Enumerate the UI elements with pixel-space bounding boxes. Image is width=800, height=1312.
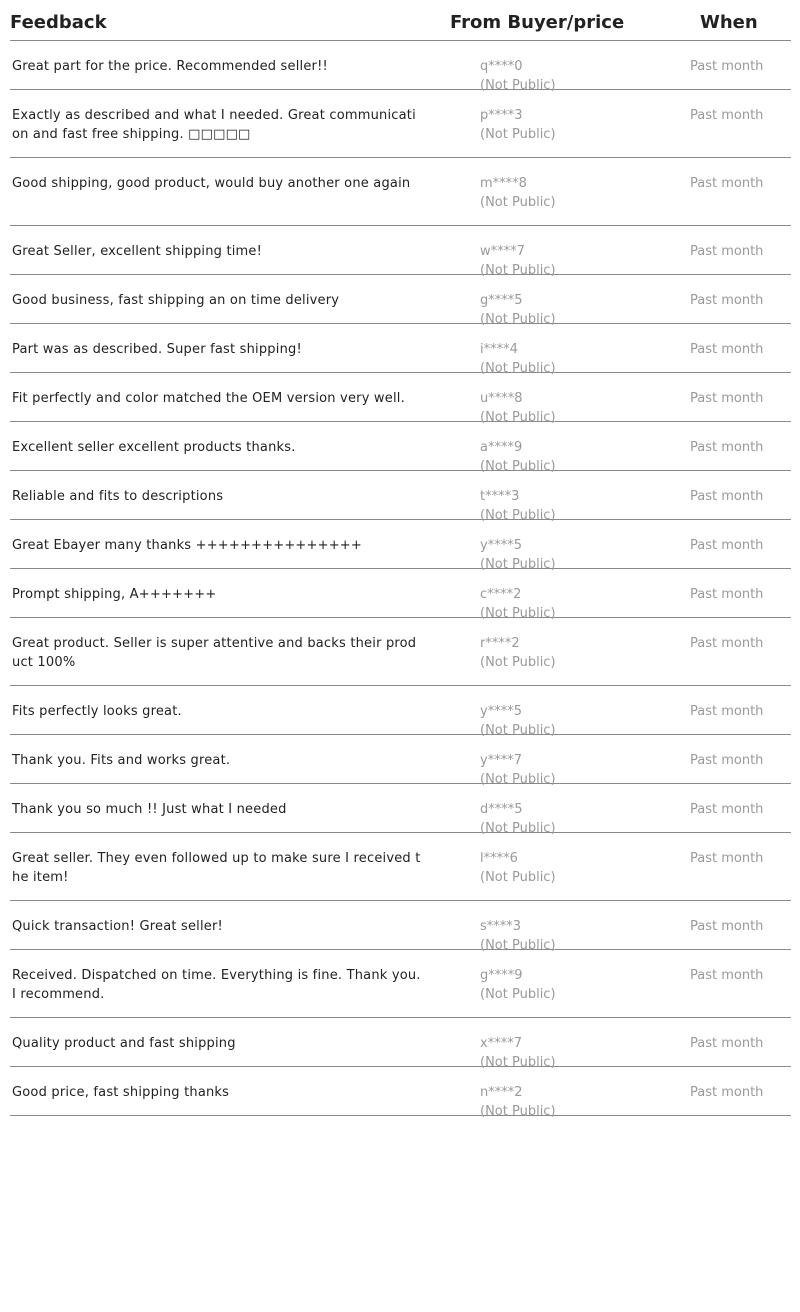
- buyer-price-visibility: (Not Public): [480, 557, 556, 572]
- buyer-info: [480, 634, 556, 672]
- feedback-comment: Good price, fast shipping thanks: [12, 1085, 230, 1100]
- table-row: [10, 324, 791, 376]
- feedback-comment: Prompt shipping, A+++++++: [12, 587, 217, 602]
- table-row: [10, 950, 791, 1018]
- buyer-id: l****6: [480, 851, 518, 866]
- buyer-info: [480, 1083, 556, 1121]
- table-row: [10, 226, 791, 278]
- buyer-price-visibility: (Not Public): [480, 361, 556, 376]
- feedback-comment: Thank you so much !! Just what I needed: [12, 802, 287, 817]
- table-row: [10, 686, 791, 738]
- feedback-when: Past month: [690, 704, 764, 719]
- feedback-comment: Received. Dispatched on time. Everything is fine. Thank you. I recommend.: [12, 968, 421, 1002]
- buyer-price-visibility: (Not Public): [480, 606, 556, 621]
- buyer-price-visibility: (Not Public): [480, 870, 556, 885]
- buyer-id: s****3: [480, 919, 522, 934]
- feedback-when: Past month: [690, 802, 764, 817]
- buyer-price-visibility: (Not Public): [480, 127, 556, 142]
- buyer-info: [480, 849, 556, 887]
- feedback-when: Past month: [690, 968, 764, 983]
- buyer-price-visibility: (Not Public): [480, 772, 556, 787]
- table-row: [10, 90, 791, 158]
- buyer-id: r****2: [480, 636, 520, 651]
- buyer-info: [480, 966, 556, 1004]
- feedback-when: Past month: [690, 176, 764, 191]
- buyer-info: [480, 106, 556, 144]
- feedback-when: Past month: [690, 851, 764, 866]
- table-row: [10, 784, 791, 836]
- feedback-when: Past month: [690, 108, 764, 123]
- feedback-when: Past month: [690, 636, 764, 651]
- feedback-comment: Thank you. Fits and works great.: [12, 753, 231, 768]
- buyer-price-visibility: (Not Public): [480, 655, 556, 670]
- buyer-price-visibility: (Not Public): [480, 938, 556, 953]
- buyer-price-visibility: (Not Public): [480, 195, 556, 210]
- feedback-comment: Great part for the price. Recommended seller!!: [12, 59, 328, 74]
- feedback-when: Past month: [690, 919, 764, 934]
- feedback-when: Past month: [690, 293, 764, 308]
- buyer-id: x****7: [480, 1036, 522, 1051]
- buyer-price-visibility: (Not Public): [480, 459, 556, 474]
- feedback-comment: Good shipping, good product, would buy another one again: [12, 176, 411, 191]
- buyer-id: g****9: [480, 968, 523, 983]
- feedback-when: Past month: [690, 489, 764, 504]
- feedback-when: Past month: [690, 538, 764, 553]
- buyer-price-visibility: (Not Public): [480, 987, 556, 1002]
- table-row: [10, 901, 791, 953]
- feedback-comment: Fits perfectly looks great.: [12, 704, 182, 719]
- buyer-id: t****3: [480, 489, 520, 504]
- feedback-comment: Fit perfectly and color matched the OEM version very well.: [12, 391, 405, 406]
- feedback-comment: Quality product and fast shipping: [12, 1036, 236, 1051]
- buyer-id: p****3: [480, 108, 523, 123]
- feedback-when: Past month: [690, 753, 764, 768]
- buyer-price-visibility: (Not Public): [480, 508, 556, 523]
- buyer-price-visibility: (Not Public): [480, 1104, 556, 1119]
- buyer-id: n****2: [480, 1085, 523, 1100]
- buyer-price-visibility: (Not Public): [480, 821, 556, 836]
- feedback-comment: Quick transaction! Great seller!: [12, 919, 223, 934]
- buyer-id: y****5: [480, 704, 522, 719]
- feedback-comment: Great product. Seller is super attentive and backs their product 100%: [12, 636, 417, 670]
- header-when: When: [700, 12, 758, 33]
- table-row: [10, 422, 791, 474]
- header-feedback: Feedback: [10, 12, 107, 33]
- buyer-info: [480, 174, 556, 212]
- table-row: [10, 618, 791, 686]
- table-row: [10, 158, 791, 226]
- feedback-comment: Reliable and fits to descriptions: [12, 489, 224, 504]
- feedback-comment: Good business, fast shipping an on time delivery: [12, 293, 340, 308]
- buyer-price-visibility: (Not Public): [480, 263, 556, 278]
- feedback-comment: Excellent seller excellent products thanks.: [12, 440, 296, 455]
- buyer-id: y****7: [480, 753, 522, 768]
- table-row: [10, 471, 791, 523]
- table-row: [10, 569, 791, 621]
- buyer-id: g****5: [480, 293, 523, 308]
- feedback-when: Past month: [690, 440, 764, 455]
- table-row: [10, 520, 791, 572]
- feedback-when: Past month: [690, 244, 764, 259]
- buyer-id: u****8: [480, 391, 523, 406]
- buyer-price-visibility: (Not Public): [480, 1055, 556, 1070]
- buyer-id: i****4: [480, 342, 518, 357]
- buyer-price-visibility: (Not Public): [480, 410, 556, 425]
- feedback-table: [10, 0, 791, 1119]
- header-from-buyer-price: From Buyer/price: [450, 12, 625, 33]
- table-row: [10, 833, 791, 901]
- feedback-comment: Part was as described. Super fast shipping!: [12, 342, 302, 357]
- buyer-id: m****8: [480, 176, 527, 191]
- table-row: [10, 735, 791, 787]
- feedback-when: Past month: [690, 59, 764, 74]
- feedback-when: Past month: [690, 342, 764, 357]
- feedback-when: Past month: [690, 1036, 764, 1051]
- feedback-comment: Great Ebayer many thanks +++++++++++++++: [12, 538, 362, 553]
- buyer-price-visibility: (Not Public): [480, 312, 556, 327]
- feedback-when: Past month: [690, 1085, 764, 1100]
- table-row: [10, 1067, 791, 1119]
- feedback-comment: Great Seller, excellent shipping time!: [12, 244, 263, 259]
- buyer-price-visibility: (Not Public): [480, 723, 556, 738]
- feedback-when: Past month: [690, 391, 764, 406]
- table-row: [10, 275, 791, 327]
- feedback-comment: Great seller. They even followed up to make sure I received the item!: [12, 851, 421, 885]
- buyer-id: q****0: [480, 59, 523, 74]
- buyer-price-visibility: (Not Public): [480, 78, 556, 93]
- buyer-id: d****5: [480, 802, 523, 817]
- table-header: [10, 0, 791, 41]
- feedback-comment: Exactly as described and what I needed. Great communication and fast free shipping. □□□□□: [12, 108, 416, 142]
- buyer-id: a****9: [480, 440, 523, 455]
- table-row: [10, 1018, 791, 1070]
- buyer-id: w****7: [480, 244, 525, 259]
- table-row: [10, 373, 791, 425]
- table-row: [10, 41, 791, 93]
- buyer-id: c****2: [480, 587, 522, 602]
- feedback-when: Past month: [690, 587, 764, 602]
- buyer-id: y****5: [480, 538, 522, 553]
